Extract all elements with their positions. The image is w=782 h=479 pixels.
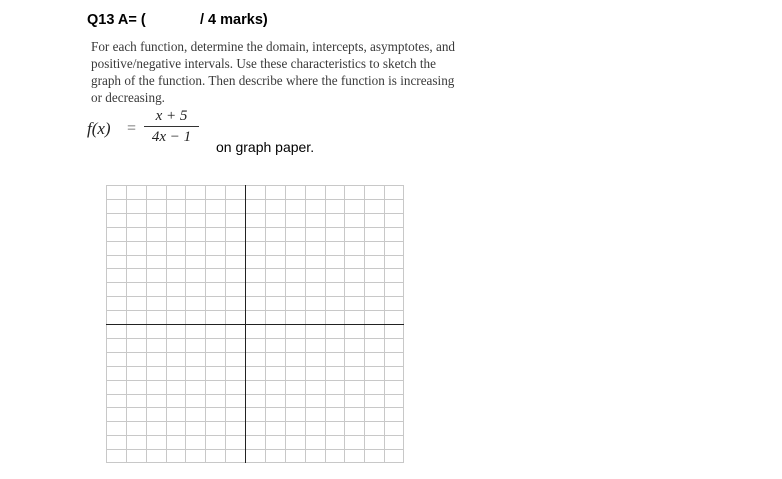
function-name: f(x) xyxy=(87,119,111,138)
numerator: x + 5 xyxy=(144,107,199,127)
equals-sign: = xyxy=(127,120,137,137)
graph-note: on graph paper. xyxy=(216,139,315,155)
graph-paper xyxy=(106,185,404,463)
question-instructions: For each function, determine the domain, intercepts, asymptotes, and positive/negative intervals. Use these characteristics to sketch the graph of the function. Then describe where the function is increasing or decreasing. xyxy=(91,39,456,105)
question-label: Q13 A= ( xyxy=(87,12,146,28)
fraction xyxy=(144,107,199,146)
question-marks: / 4 marks) xyxy=(200,12,268,28)
denominator: 4x − 1 xyxy=(151,129,192,145)
question-header xyxy=(87,12,268,28)
graph-paper-grid xyxy=(106,185,404,463)
